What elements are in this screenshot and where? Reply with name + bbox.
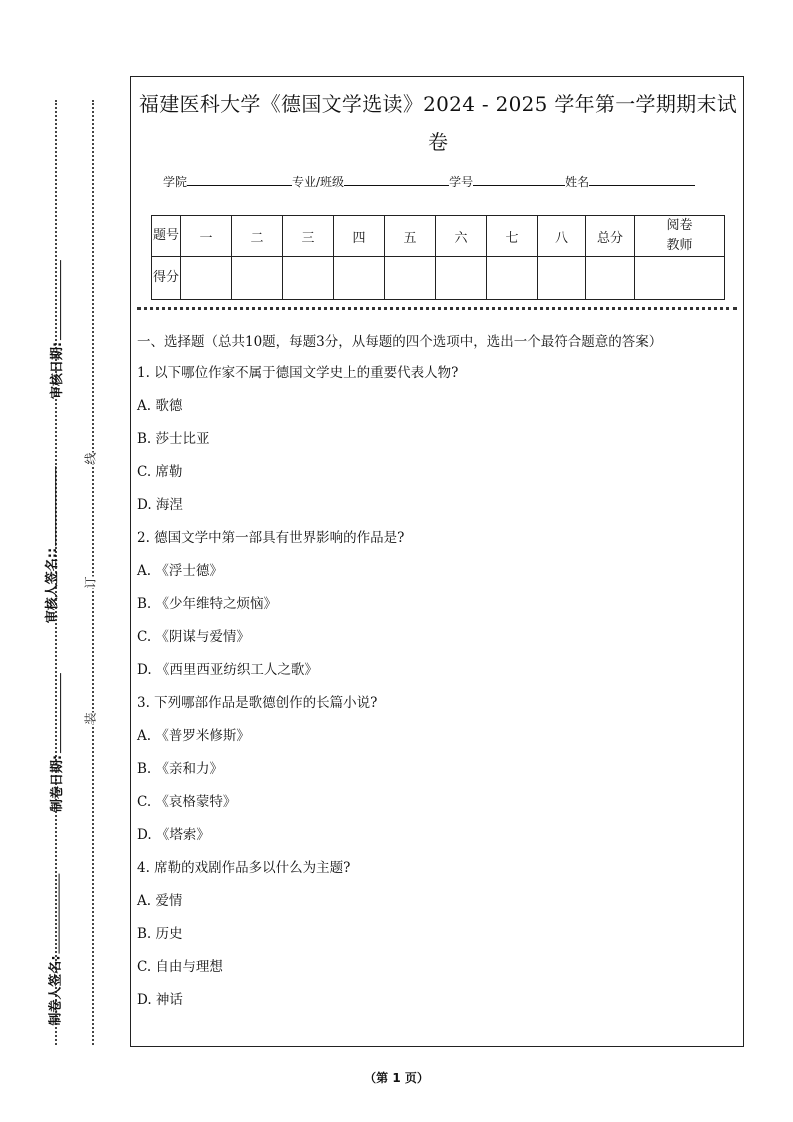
option-c[interactable]: C. 《哀格蒙特》 <box>137 794 237 810</box>
question-1 <box>137 362 741 527</box>
option-b[interactable]: B. 《少年维特之烦恼》 <box>137 596 278 612</box>
score-header-cell: 一 <box>181 216 232 257</box>
exam-frame <box>130 76 744 1047</box>
score-row-label: 得分 <box>152 257 181 300</box>
score-cell[interactable] <box>436 257 487 300</box>
score-header-cell: 题号 <box>152 216 181 257</box>
college-label: 学院 <box>163 175 188 189</box>
score-header-cell: 八 <box>538 216 586 257</box>
binding-mark-ding: 订 <box>80 576 101 588</box>
option-b[interactable]: B. 莎士比亚 <box>137 431 210 447</box>
name-field[interactable] <box>589 173 695 186</box>
score-table-score-row <box>152 257 725 300</box>
option-d[interactable]: D. 《西里西亚纺织工人之歌》 <box>137 662 318 678</box>
option-a[interactable]: A. 爱情 <box>137 893 183 909</box>
section-separator <box>137 307 737 310</box>
score-header-cell: 五 <box>385 216 436 257</box>
reviewer-sign-label: 审核人签名:: <box>41 466 60 623</box>
question-4 <box>137 857 741 1022</box>
score-header-cell: 六 <box>436 216 487 257</box>
score-header-cell: 总分 <box>586 216 635 257</box>
option-b[interactable]: B. 历史 <box>137 926 183 942</box>
option-d[interactable]: D. 神话 <box>137 992 183 1008</box>
option-c[interactable]: C. 自由与理想 <box>137 959 223 975</box>
maker-sign-label: 制卷人签名: <box>45 873 64 1025</box>
score-cell[interactable] <box>635 257 725 300</box>
score-cell[interactable] <box>385 257 436 300</box>
make-date-label: 制卷日期: <box>46 673 65 812</box>
option-b[interactable]: B. 《亲和力》 <box>137 761 224 777</box>
student-info-row <box>163 173 695 190</box>
score-cell[interactable] <box>334 257 385 300</box>
college-field[interactable] <box>187 173 292 186</box>
option-c[interactable]: C. 席勒 <box>137 464 183 480</box>
question-2 <box>137 527 741 692</box>
option-c[interactable]: C. 《阴谋与爱情》 <box>137 629 250 645</box>
exam-title-cont: 卷 <box>428 130 448 154</box>
score-header-cell: 四 <box>334 216 385 257</box>
score-header-cell: 阅卷教师 <box>635 216 725 257</box>
name-label: 姓名 <box>565 175 590 189</box>
question-text: 1. 以下哪位作家不属于德国文学史上的重要代表人物? <box>137 365 459 381</box>
student-id-field[interactable] <box>473 173 565 186</box>
option-d[interactable]: D. 海涅 <box>137 497 183 513</box>
binding-mark-line: 线 <box>80 452 101 464</box>
option-d[interactable]: D. 《塔索》 <box>137 827 210 843</box>
section-heading: 一、选择题（总共10题，每题3分，从每题的四个选项中，选出一个最符合题意的答案） <box>137 334 663 350</box>
question-3 <box>137 692 741 857</box>
score-cell[interactable] <box>538 257 586 300</box>
option-a[interactable]: A. 《普罗米修斯》 <box>137 728 250 744</box>
score-cell[interactable] <box>283 257 334 300</box>
score-cell[interactable] <box>487 257 538 300</box>
score-cell[interactable] <box>586 257 635 300</box>
option-a[interactable]: A. 《浮士德》 <box>137 563 223 579</box>
binding-mark-zhuang: 装 <box>80 712 101 724</box>
question-text: 4. 席勒的戏剧作品多以什么为主题? <box>137 860 351 876</box>
binding-line-inner <box>92 100 94 1045</box>
score-header-cell: 二 <box>232 216 283 257</box>
option-a[interactable]: A. 歌德 <box>137 398 183 414</box>
score-header-cell: 三 <box>283 216 334 257</box>
score-table <box>151 215 725 300</box>
major-field[interactable] <box>344 173 449 186</box>
score-cell[interactable] <box>181 257 232 300</box>
student-id-label: 学号 <box>449 175 474 189</box>
exam-title: 福建医科大学《德国文学选读》2024 - 2025 学年第一学期期末试 <box>138 92 738 116</box>
question-text: 2. 德国文学中第一部具有世界影响的作品是? <box>137 530 405 546</box>
score-header-cell: 七 <box>487 216 538 257</box>
question-text: 3. 下列哪部作品是歌德创作的长篇小说? <box>137 695 378 711</box>
score-cell[interactable] <box>232 257 283 300</box>
review-date-label: 审核日期: <box>46 260 65 399</box>
major-label: 专业/班级 <box>292 175 345 189</box>
exam-content <box>137 332 741 1022</box>
score-table-header-row <box>152 216 725 257</box>
page-number: （第 1 页） <box>364 1071 429 1085</box>
